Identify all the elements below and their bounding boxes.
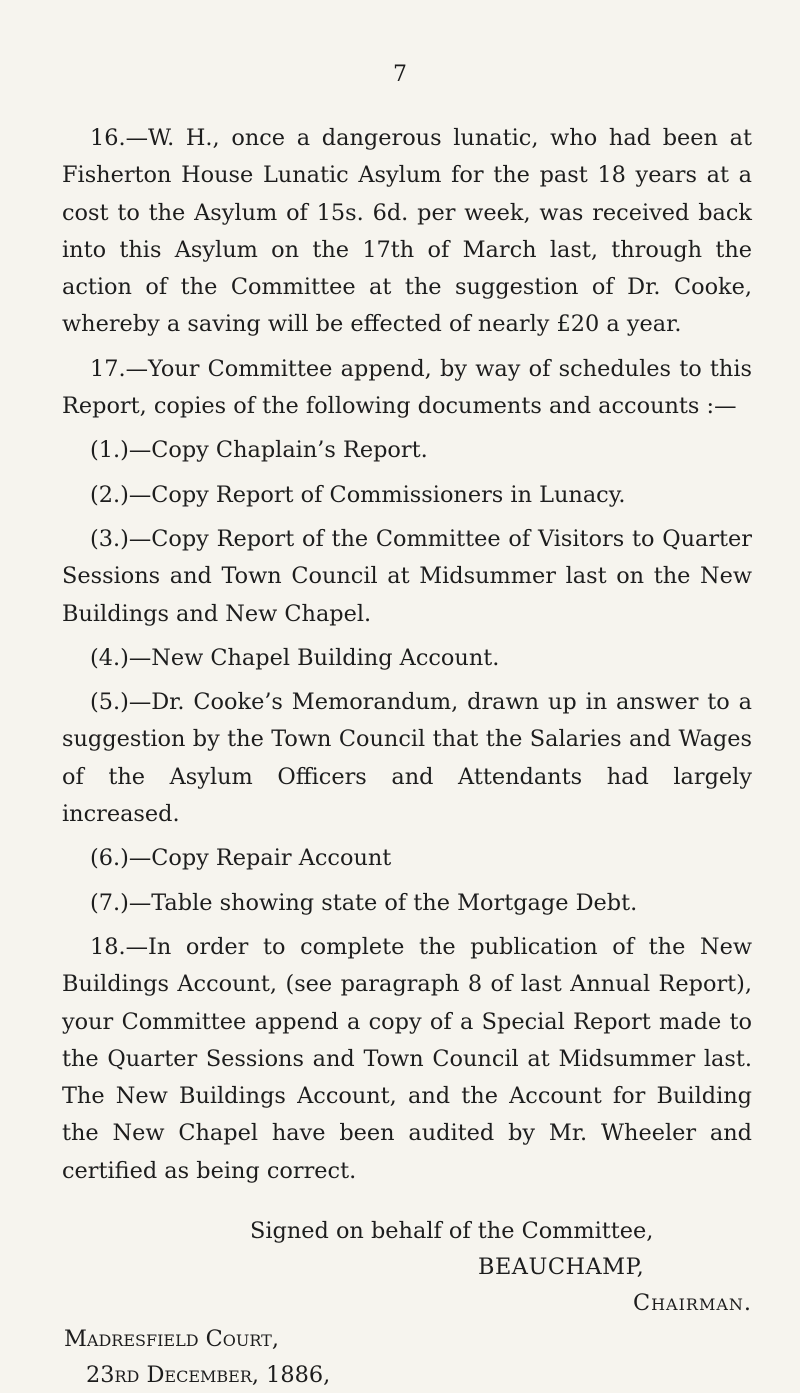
- paragraph-18: 18.—In order to complete the publication of the New Buildings Account, (see paragraph 8 of last Annual Report), your Committee append a copy of a Special Report made to the Quarter Sessions and Town Council at Midsummer last. The New Buildings Account, and the Account for Building the New Chapel have been audited by Mr. Wheeler and certified as being correct.: [62, 933, 752, 1184]
- schedule-item-4: (4.)—New Chapel Building Account.: [90, 644, 500, 671]
- paragraph-16: 16.—W. H., once a dangerous lunatic, who had been at Fisherton House Lunatic Asylum for the past 18 years at a cost to the Asylum of 15s. 6d. per week, was received back into this Asylum on the 17th of March last, through the action of the Committee at the suggestion of Dr. Cooke, whereby a saving will be effected of nearly £20 a year.: [62, 125, 752, 338]
- paragraph-17: 17.—Your Committee append, by way of schedules to this Report, copies of the following documents and accounts :—: [62, 355, 752, 420]
- address-date: 23rd December, 1886,: [86, 1362, 331, 1389]
- report-body: [62, 120, 752, 1393]
- signature-block: [62, 1213, 752, 1321]
- schedule-item-5: (5.)—Dr. Cooke’s Memorandum, drawn up in answer to a suggestion by the Town Council that the Salaries and Wages of the Asylum Officers and Attendants had largely increased.: [62, 689, 752, 828]
- schedule-item-3: (3.)—Copy Report of the Committee of Visitors to Quarter Sessions and Town Council at Midsummer last on the New Buildings and New Chapel.: [62, 525, 752, 627]
- address-place: Madresfield Court,: [64, 1326, 279, 1353]
- schedule-item-7: (7.)—Table showing state of the Mortgage Debt.: [90, 889, 638, 916]
- schedule-item-2: (2.)—Copy Report of Commissioners in Lunacy.: [90, 481, 626, 508]
- address-block: [62, 1321, 752, 1393]
- page-number: 7: [393, 62, 407, 87]
- spacer: [62, 1197, 752, 1213]
- schedule-item-1: (1.)—Copy Chaplain’s Report.: [90, 437, 428, 464]
- schedule-item-6: (6.)—Copy Repair Account: [90, 845, 392, 872]
- signatory-title: Chairman.: [632, 1290, 752, 1317]
- signature-line: Signed on behalf of the Committee,: [250, 1218, 654, 1245]
- signatory-name: BEAUCHAMP,: [478, 1254, 645, 1281]
